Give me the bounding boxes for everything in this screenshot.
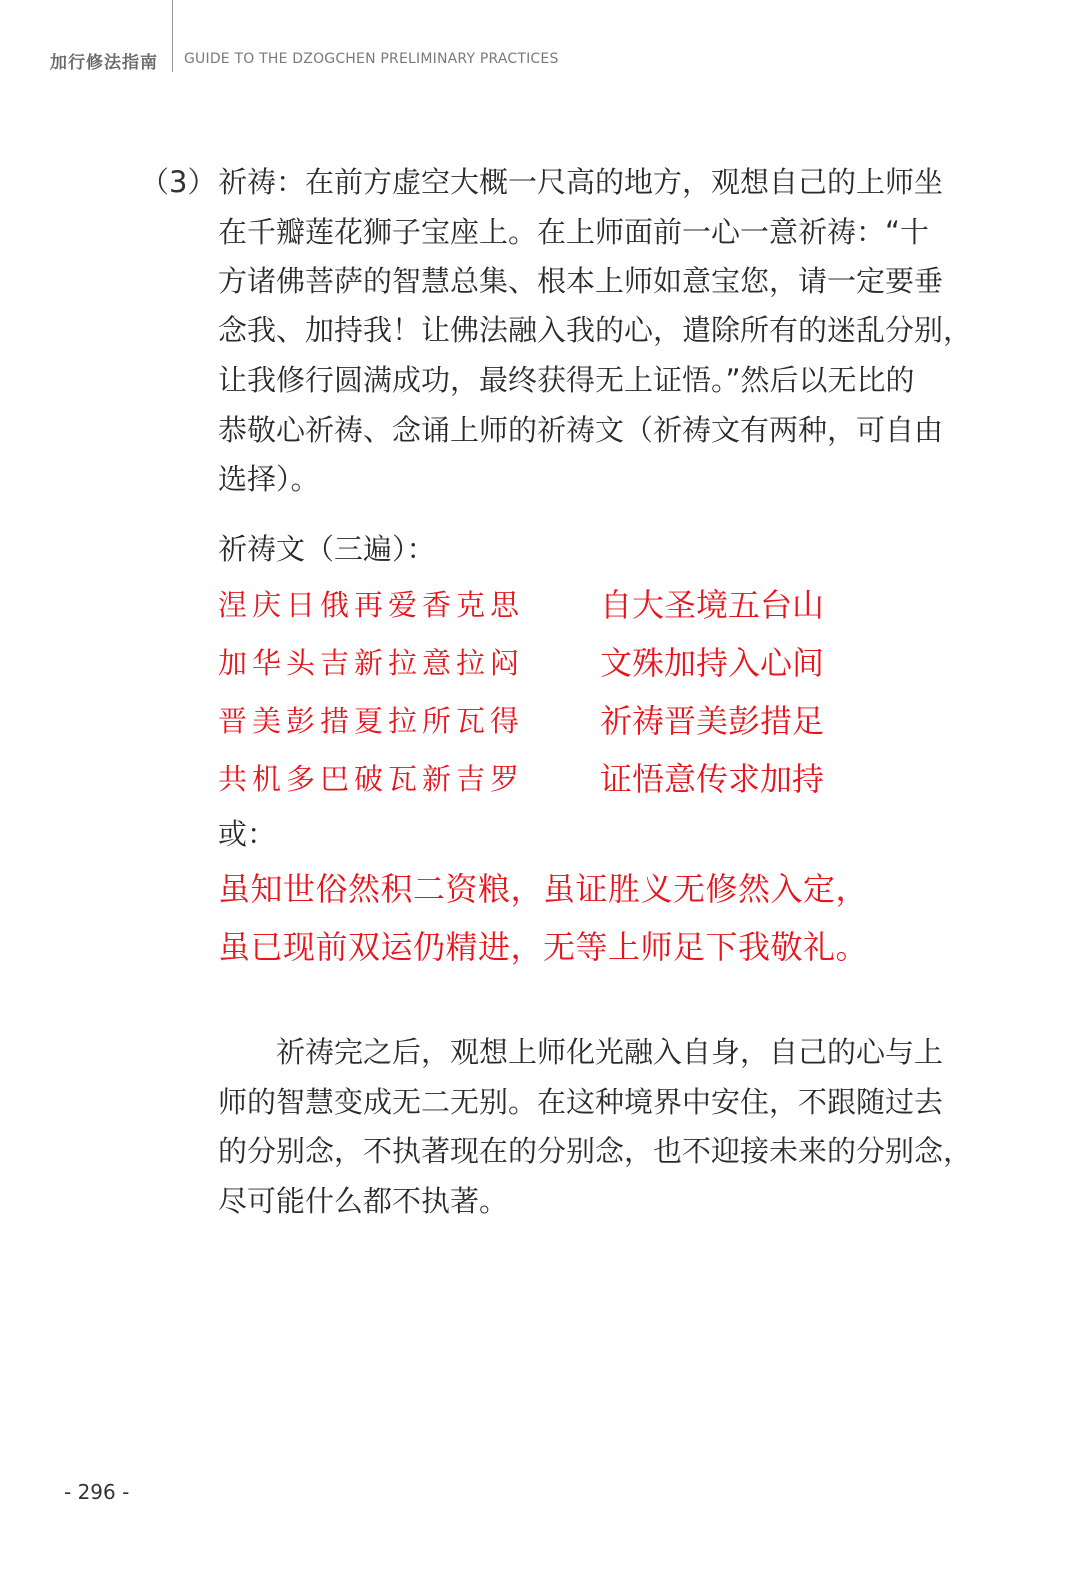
section-line: 方诸佛菩萨的智慧总集、根本上师如意宝您，请一定要垂: [218, 264, 944, 298]
prayer-left-line: 涅庆日俄再爱香克思: [218, 588, 525, 622]
alt-prayer-line: 虽知世俗然积二资粮，虽证胜义无修然入定，: [218, 870, 869, 908]
closing-line: 祈祷完之后，观想上师化光融入自身，自己的心与上: [276, 1035, 944, 1069]
book-title-cn: 加行修法指南: [50, 53, 158, 73]
page-number: - 296 -: [64, 1480, 130, 1504]
section-line: 在千瓣莲花狮子宝座上。在上师面前一心一意祈祷：“十: [218, 215, 930, 249]
prayer-left-line: 晋美彭措夏拉所瓦得: [218, 704, 525, 738]
section-line: 念我、加持我！让佛法融入我的心，遣除所有的迷乱分别，: [218, 313, 973, 347]
section-line: 让我修行圆满成功，最终获得无上证悟。”然后以无比的: [218, 363, 915, 397]
prayer-left-line: 加华头吉新拉意拉闷: [218, 646, 525, 680]
section-line: 恭敬心祈祷、念诵上师的祈祷文（祈祷文有两种，可自由: [218, 413, 944, 447]
alt-prayer-line: 虽已现前双运仍精进，无等上师足下我敬礼。: [218, 928, 869, 966]
closing-line: 师的智慧变成无二无别。在这种境界中安住，不跟随过去: [218, 1085, 944, 1119]
section-line: 选择）。: [218, 462, 320, 496]
prayer-heading: 祈祷文（三遍）：: [218, 532, 436, 566]
book-title-en: GUIDE TO THE DZOGCHEN PRELIMINARY PRACTICES: [184, 51, 559, 67]
section-number: （3）: [140, 165, 217, 199]
prayer-left-line: 共机多巴破瓦新吉罗: [218, 762, 525, 796]
or-label: 或：: [218, 817, 277, 851]
section-line: 祈祷：在前方虚空大概一尺高的地方，观想自己的上师坐: [218, 165, 944, 199]
closing-line: 尽可能什么都不执著。: [218, 1184, 509, 1218]
prayer-right-line: 文殊加持入心间: [600, 644, 825, 682]
header-divider: [172, 0, 173, 72]
closing-line: 的分别念，不执著现在的分别念，也不迎接未来的分别念，: [218, 1134, 973, 1168]
prayer-right-line: 证悟意传求加持: [600, 760, 825, 798]
prayer-right-line: 祈祷晋美彭措足: [600, 702, 825, 740]
prayer-right-line: 自大圣境五台山: [600, 586, 825, 624]
